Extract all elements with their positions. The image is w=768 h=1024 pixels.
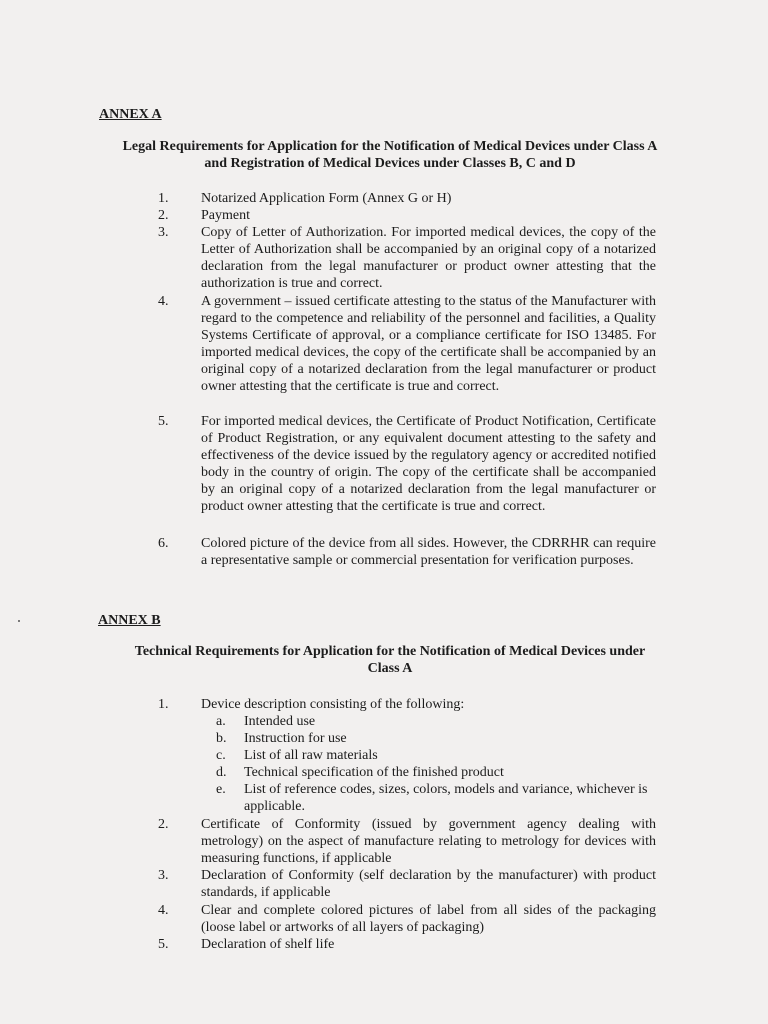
subitem-text: Intended use bbox=[244, 714, 316, 729]
subitem-letter: a. bbox=[216, 714, 226, 729]
item-number: 4. bbox=[158, 294, 169, 309]
subitem-letter: e. bbox=[216, 782, 226, 797]
item-number: 2. bbox=[158, 208, 169, 223]
item-text: Clear and complete colored pictures of label from all sides of the packaging (loose label or artworks of all layers of packaging) bbox=[201, 903, 656, 936]
item-number: 3. bbox=[158, 225, 169, 240]
subitem-letter: b. bbox=[216, 731, 227, 746]
item-text: Declaration of Conformity (self declaration by the manufacturer) with product standards, if applicable bbox=[201, 868, 656, 901]
item-text: Payment bbox=[201, 208, 250, 223]
item-text: Colored picture of the device from all sides. However, the CDRRHR can require a representative sample or commercial presentation for verification purposes. bbox=[201, 536, 656, 569]
subitem-text: List of all raw materials bbox=[244, 748, 378, 763]
item-number: 5. bbox=[158, 937, 169, 952]
subitem-text: List of reference codes, sizes, colors, models and variance, whichever is applicable. bbox=[244, 782, 648, 815]
subitem-text: Instruction for use bbox=[244, 731, 347, 746]
item-number: 1. bbox=[158, 697, 169, 712]
annex-a-heading: ANNEX A bbox=[99, 107, 162, 122]
item-text: Declaration of shelf life bbox=[201, 937, 335, 952]
subitem-text: Technical specification of the finished product bbox=[244, 765, 504, 780]
annex-b-heading: ANNEX B bbox=[98, 613, 161, 628]
item-text: A government – issued certificate attesting to the status of the Manufacturer with regard to the competence and reliability of the personnel and facilities, a Quality Systems Certificate of approval, or a compliance certificate for ISO 13485. For imported medical devices, the copy of the certificate shall be accompanied by an original copy of a notarized declaration from the legal manufacturer or product owner attesting that the certificate is true and correct. bbox=[201, 294, 656, 395]
item-number: 3. bbox=[158, 868, 169, 883]
subitem-letter: c. bbox=[216, 748, 226, 763]
subitem-letter: d. bbox=[216, 765, 227, 780]
scan-speck bbox=[18, 620, 20, 622]
item-text: Device description consisting of the following: bbox=[201, 697, 465, 712]
item-number: 1. bbox=[158, 191, 169, 206]
item-number: 5. bbox=[158, 414, 169, 429]
item-text: Copy of Letter of Authorization. For imported medical devices, the copy of the Letter of Authorization shall be accompanied by an original copy of a notarized declaration from the legal manufacturer or product owner attesting that the authorization is true and correct. bbox=[201, 225, 656, 292]
item-text: Notarized Application Form (Annex G or H) bbox=[201, 191, 452, 206]
item-number: 2. bbox=[158, 817, 169, 832]
item-number: 4. bbox=[158, 903, 169, 918]
item-text: Certificate of Conformity (issued by government agency dealing with metrology) on the aspect of manufacture relating to metrology for devices with measuring functions, if applicable bbox=[201, 817, 656, 867]
annex-a-title: Legal Requirements for Application for the Notification of Medical Devices under Class A and Registration of Medical Devices under Classes B, C and D bbox=[122, 139, 658, 171]
item-number: 6. bbox=[158, 536, 169, 551]
annex-b-title: Technical Requirements for Application for the Notification of Medical Devices under Class A bbox=[134, 644, 646, 676]
item-text: For imported medical devices, the Certificate of Product Notification, Certificate of Product Registration, or any equivalent document attesting to the safety and effectiveness of the device issued by the regulatory agency or accredited notified body in the country of origin. The copy of the certificate shall be accompanied by an original copy of a notarized declaration from the legal manufacturer or product owner attesting that the certificate is true and correct. bbox=[201, 414, 656, 515]
